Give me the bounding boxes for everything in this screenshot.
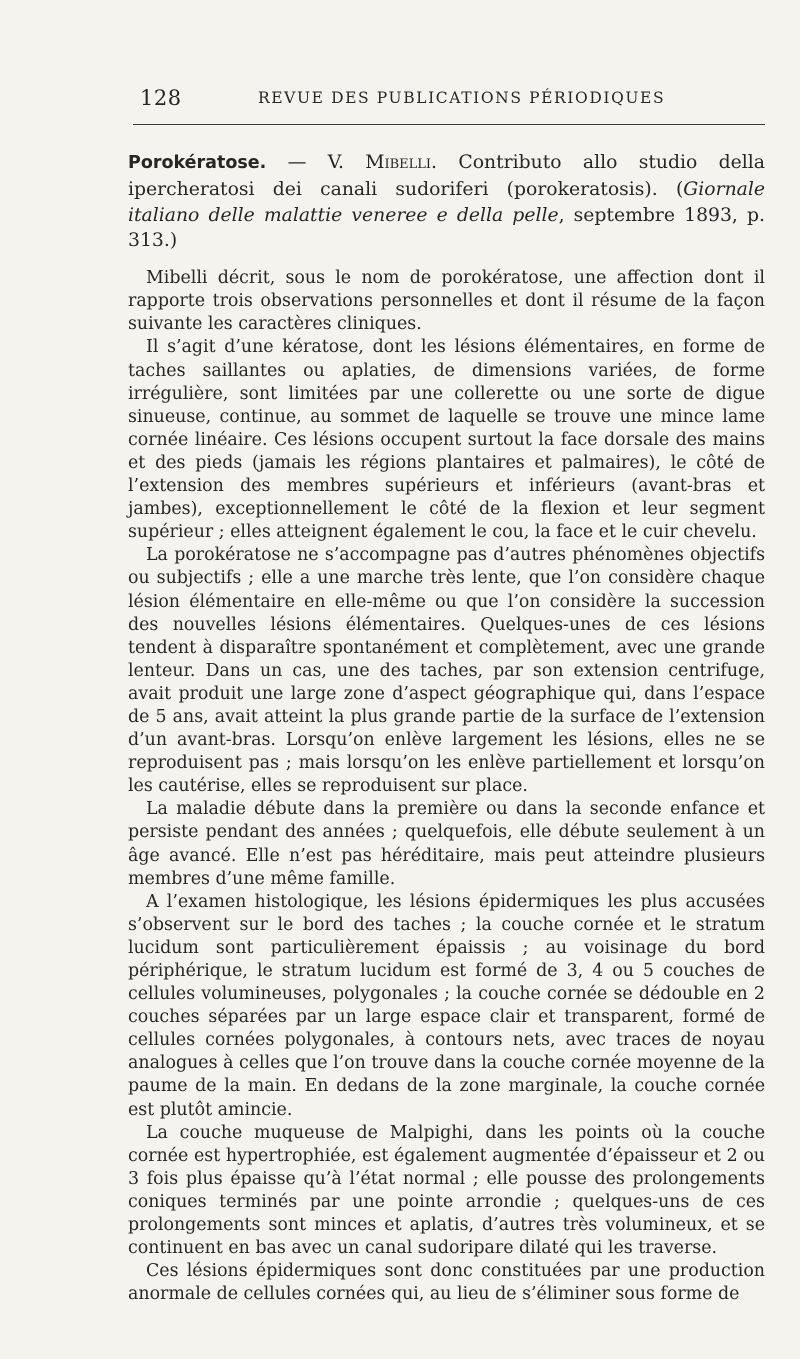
article-heading xyxy=(128,150,765,254)
paragraph: Il s’agit d’une kératose, dont les lésions élémentaires, en forme de taches saillantes ou aplaties, de dimensions variées, de forme irrégulière, sont limitées par une collerette ou une sorte de digue sinueuse, continue, au sommet de laquelle se trouve une mince lame cornée linéaire. Ces lésions occupent surtout la face dorsale des mains et des pieds (jamais les régions plantaires et palmaires), le côté de l’extension des membres supérieurs et inférieurs (avant-bras et jambes), exceptionnellement le côté de la flexion et leur segment supérieur ; elles atteignent également le cou, la face et le cuir chevelu. xyxy=(128,337,765,543)
page-number: 128 xyxy=(140,86,182,110)
paragraph: La couche muqueuse de Malpighi, dans les points où la couche cornée est hypertrophiée, est également augmentée d’épaisseur et 2 ou 3 fois plus épaisse qu’à l’état normal ; elle pousse des prolongements coniques terminés par une pointe arrondie ; quelques-uns de ces prolongements sont minces et aplatis, d’autres très volumineux, et se continuent en bas avec un canal sudoripare dilaté qui les traverse. xyxy=(128,1122,765,1259)
paragraph: A l’examen histologique, les lésions épidermiques les plus accusées s’observent sur le bord des taches ; la couche cornée et le stratum lucidum sont particulièrement épaissis ; au voisinage du bord périphérique, le stratum lucidum est formé de 3, 4 ou 5 couches de cellules volumineuses, polygonales ; la couche cornée se dédouble en 2 couches séparées par un large espace clair et transparent, formé de cellules cornées polygonales, à contours nets, avec traces de noyau analogues à celles que l’on trouve dans la couche cornée moyenne de la paume de la main. En dedans de la zone marginale, la couche cornée est plutôt amincie. xyxy=(128,891,765,1120)
journal-name: Giornale italiano delle malattie veneree e della pelle xyxy=(128,178,765,226)
article-citation: , septembre 1893, p. 313.) xyxy=(128,204,765,252)
running-title: REVUE DES PUBLICATIONS PÉRIODIQUES xyxy=(258,89,666,107)
article-source-title: Contributo allo studio della ipercheratosi dei canali sudoriferi (porokeratosis). ( xyxy=(128,152,765,200)
article-title-keyword: Porokératose. xyxy=(128,153,267,173)
paragraph: Ces lésions épidermiques sont donc constituées par une production anormale de cellules cornées qui, au lieu de s’éliminer sous forme de xyxy=(128,1261,765,1305)
paragraph: La maladie débute dans la première ou dans la seconde enfance et persiste pendant des années ; quelquefois, elle débute seulement à un âge avancé. Elle n’est pas héréditaire, mais peut atteindre plusieurs membres d’une même famille. xyxy=(128,799,765,889)
heading-dash: — xyxy=(266,152,328,173)
paragraph: La porokératose ne s’accompagne pas d’autres phénomènes objectifs ou subjectifs ; elle a une marche très lente, que l’on considère chaque lésion élémentaire en elle-même ou que l’on considère la succession des nouvelles lésions élémentaires. Quelques-unes de ces lésions tendent à disparaître spontanément et complètement, avec une grande lenteur. Dans un cas, une des taches, par son extension centrifuge, avait produit une large zone d’aspect géographique qui, dans l’espace de 5 ans, avait atteint la plus grande partie de la surface de l’extension d’un avant-bras. Lorsqu’on enlève largement les lésions, elles ne se reproduisent pas ; mais lorsqu’on les enlève partiellement et lorsqu’on les cautérise, elles se reproduisent sur place. xyxy=(128,545,765,797)
page-header xyxy=(140,86,765,116)
header-rule xyxy=(133,124,765,125)
paragraph: Mibelli décrit, sous le nom de porokératose, une affection dont il rapporte trois observations personnelles et dont il résume de la façon suivante les caractères cliniques. xyxy=(128,268,765,335)
article-body xyxy=(128,150,765,1306)
article-author: V. Mibelli. xyxy=(327,152,438,173)
